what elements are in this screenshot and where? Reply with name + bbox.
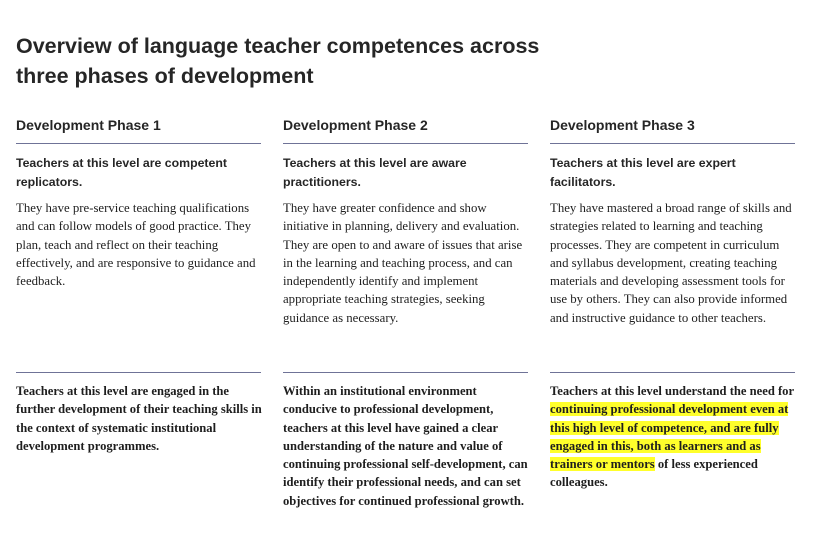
phase-1-description: They have pre-service teaching qualifications and can follow models of good practice. They plan, teach and reflect on their teaching effectively, and are responsive to guidance and feedback.: [16, 201, 256, 289]
phase-3-lead: Teachers at this level are expert facilitators.: [550, 156, 736, 189]
phase-3-development-before: Teachers at this level understand the need for: [550, 384, 794, 398]
phase-3-top-divider: [550, 143, 795, 144]
phase-1-top-divider: [16, 143, 261, 144]
phase-1-lead: Teachers at this level are competent replicators.: [16, 156, 227, 189]
phase-2-bottom-divider: [283, 372, 528, 373]
phase-2-heading: Development Phase 2: [283, 117, 428, 133]
phase-1-heading: Development Phase 1: [16, 117, 161, 133]
phase-3-development-after: of less experienced colleagues.: [550, 457, 758, 490]
phase-3-description: They have mastered a broad range of skills and strategies related to learning and teaching processes. They are competent in curriculum and syllabus development, creating teaching materials and developing assessment tools for use by others. They can also provide informed and instructive guidance to other teachers.: [550, 201, 792, 325]
phase-3-development: [550, 382, 797, 492]
phase-2-top-divider: [283, 143, 528, 144]
highlighted-text: continuing professional development even at this high level of competence, and are fully engaged in this, both as learners and as trainers or mentors: [550, 402, 789, 472]
phase-1-bottom-divider: [16, 372, 261, 373]
phase-2-development: Within an institutional environment conducive to professional development, teachers at this level have gained a clear understanding of the nature and value of continuing professional self-development, can identify their professional needs, and can set objectives for continued professional growth.: [283, 384, 528, 508]
phase-2-description: They have greater confidence and show initiative in planning, delivery and evaluation. They are open to and aware of issues that arise in the learning and teaching process, and can independently identify and implement appropriate teaching strategies, seeking guidance as necessary.: [283, 201, 523, 325]
phase-1-development: Teachers at this level are engaged in the further development of their teaching skills in the context of systematic institutional development programmes.: [16, 384, 262, 453]
phase-3-heading: Development Phase 3: [550, 117, 695, 133]
page-title: Overview of language teacher competences across three phases of development: [16, 34, 540, 88]
phase-2-lead: Teachers at this level are aware practitioners.: [283, 156, 467, 189]
phase-3-bottom-divider: [550, 372, 795, 373]
